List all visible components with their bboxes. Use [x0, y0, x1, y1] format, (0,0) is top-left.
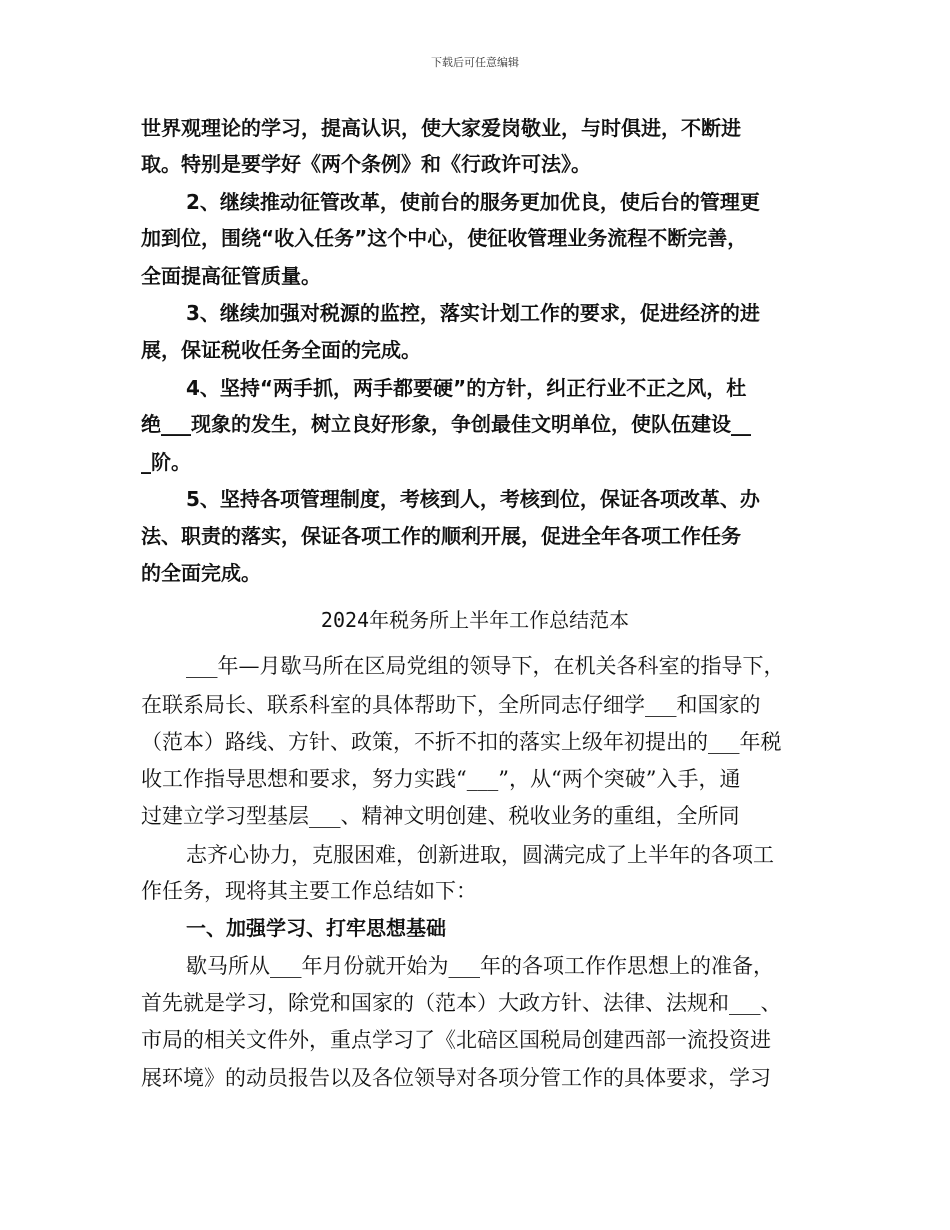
- section-heading: 一、加强学习、打牢思想基础: [186, 916, 446, 940]
- paragraph-line: 加到位，围绕“收入任务”这个中心，使征收管理业务流程不断完善，: [141, 226, 748, 250]
- paragraph-line: 市局的相关文件外，重点学习了《北碚区国税局创建西部一流投资进: [141, 1028, 771, 1052]
- paragraph-line: 展环境》的动员报告以及各位领导对各项分管工作的具体要求，学习: [141, 1066, 771, 1090]
- paragraph-line: 5、坚持各项管理制度，考核到人，考核到位，保证各项改革、办: [186, 487, 760, 511]
- paragraph-line: ___年—月歇马所在区局党组的领导下，在机关各科室的指导下，: [186, 654, 785, 678]
- paragraph-line: 收工作指导思想和要求，努力实践“___”，从“两个突破”入手，通: [141, 767, 741, 791]
- page-header-note: 下载后可任意编辑: [431, 56, 519, 69]
- paragraph-line: 2、继续推动征管改革，使前台的服务更加优良，使后台的管理更: [186, 190, 760, 214]
- paragraph-line: 过建立学习型基层___、精神文明创建、税收业务的重组，全所同: [141, 804, 740, 828]
- paragraph-line: 全面提高征管质量。: [141, 264, 321, 288]
- paragraph-line: 歇马所从___年月份就开始为___年的各项工作作思想上的准备，: [186, 954, 774, 978]
- paragraph-line: 取。特别是要学好《两个条例》和《行政许可法》。: [141, 152, 591, 176]
- paragraph-line: （范本）路线、方针、政策，不折不扣的落实上级年初提出的___年税: [141, 730, 782, 754]
- paragraph-line: 在联系局长、联系科室的具体帮助下，全所同志仔细学___和国家的: [141, 693, 761, 717]
- document-title: 2024年税务所上半年工作总结范本: [320, 608, 630, 632]
- paragraph-line: 首先就是学习，除党和国家的（范本）大政方针、法律、法规和___、: [141, 991, 782, 1015]
- paragraph-line: 志齐心协力，克服困难，创新进取，圆满完成了上半年的各项工: [186, 843, 774, 867]
- paragraph-line: 3、继续加强对税源的监控，落实计划工作的要求，促进经济的进: [186, 301, 760, 325]
- paragraph-line: 的全面完成。: [141, 561, 261, 585]
- paragraph-line: 世界观理论的学习，提高认识，使大家爱岗敬业，与时俱进，不断进: [141, 116, 741, 140]
- paragraph-line: 4、坚持“两手抓，两手都要硬”的方针，纠正行业不正之风，杜: [186, 376, 747, 400]
- paragraph-line: 绝___现象的发生，树立良好形象，争创最佳文明单位，使队伍建设__: [141, 412, 751, 436]
- paragraph-line: 展，保证税收任务全面的完成。: [141, 338, 421, 362]
- paragraph-line: _阶。: [141, 450, 191, 474]
- paragraph-line: 作任务，现将其主要工作总结如下：: [141, 879, 477, 903]
- paragraph-line: 法、职责的落实，保证各项工作的顺利开展，促进全年各项工作任务: [141, 524, 741, 548]
